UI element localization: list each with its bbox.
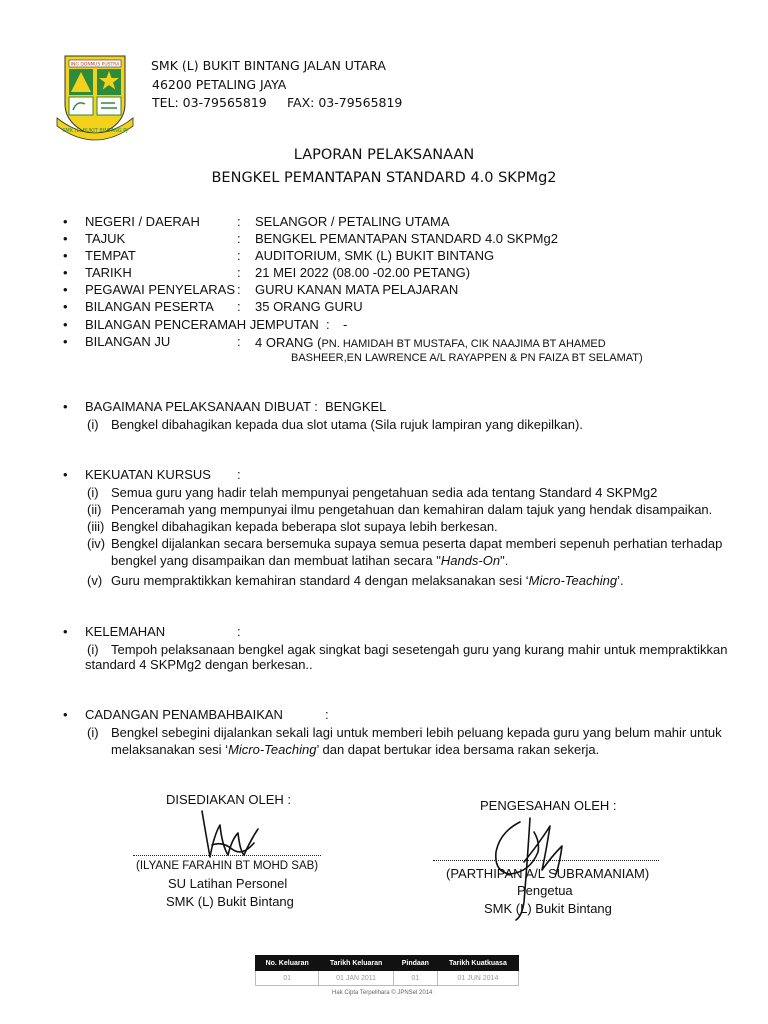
col-header: No. Keluaran	[256, 956, 319, 971]
info-value: 21 MEI 2022 (08.00 -02.00 PETANG)	[255, 265, 471, 280]
info-sep: :	[326, 317, 330, 332]
info-sep: :	[237, 299, 241, 314]
item-text: Bengkel dibahagikan kepada dua slot utama (Sila rujuk lampiran yang dikepilkan).	[111, 417, 583, 432]
section-value: BENGKEL	[325, 399, 387, 414]
section-heading: • BAGAIMANA PELAKSANAAN DIBUAT :	[85, 399, 318, 414]
item-text-part: Guru mempraktikkan kemahiran standard 4 dengan melaksanakan sesi ‘	[111, 573, 529, 588]
copyright-note: Hak Cipta Terpelihara © JPNSel 2014	[332, 990, 433, 996]
approver-name: (PARTHIPAN A/L SUBRAMANIAM)	[446, 866, 650, 881]
school-fax: FAX: 03-79565819	[287, 95, 403, 110]
info-label: • TAJUK	[85, 231, 125, 246]
item-num: (v)	[87, 573, 103, 588]
report-title: LAPORAN PELAKSANAAN	[293, 147, 475, 163]
approver-role: Pengetua	[517, 883, 573, 898]
item-text: Semua guru yang hadir telah mempunyai pengetahuan sedia ada tentang Standard 4 SKPMg2	[111, 485, 658, 500]
col-header: Tarikh Kuatkuasa	[437, 956, 518, 971]
info-label: • BILANGAN JU	[85, 334, 170, 349]
ju-count: 4 ORANG (	[255, 335, 322, 350]
signature-line-left	[133, 855, 321, 856]
item-text-italic: Hands-On	[440, 553, 501, 568]
item-num: (ii)	[87, 502, 102, 517]
item-text-cont	[111, 553, 508, 568]
school-logo	[55, 52, 135, 144]
item-num: (i)	[87, 642, 99, 657]
info-value	[255, 334, 606, 352]
item-text: Penceramah yang mempunyai ilmu pengetahuan dan kemahiran dalam tajuk yang hendak disampaikan.	[111, 502, 713, 517]
item-text-italic: Micro-Teaching	[528, 573, 618, 588]
table-header-row	[256, 956, 519, 971]
item-text-part: melaksanakan sesi ‘	[111, 742, 229, 757]
ju-names-cont: BASHEER,EN LAWRENCE A/L RAYAPPEN & PN FAIZA BT SELAMAT)	[291, 352, 643, 364]
approver-org: SMK (L) Bukit Bintang	[484, 901, 612, 916]
item-text	[111, 573, 624, 588]
logo-scroll-text: SMK (L) BUKIT BINTANG PJ	[62, 128, 128, 134]
info-sep: :	[237, 282, 241, 297]
item-text-part: ’.	[617, 573, 624, 588]
item-num: (i)	[87, 485, 99, 500]
item-text-italic: Micro-Teaching	[228, 742, 317, 757]
school-tel: TEL: 03-79565819	[152, 95, 267, 110]
info-sep: :	[237, 265, 241, 280]
item-text: Bengkel sebegini dijalankan sekali lagi untuk memberi lebih peluang kepada guru yang belum mahir untuk	[111, 725, 722, 740]
ju-names: PN. HAMIDAH BT MUSTAFA, CIK NAAJIMA BT AHAMED	[321, 338, 606, 350]
table-row	[256, 971, 519, 986]
info-sep: :	[237, 231, 241, 246]
section-colon: :	[325, 707, 329, 722]
info-label: • BILANGAN PENCERAMAH JEMPUTAN	[85, 317, 319, 332]
approved-by-label: PENGESAHAN OLEH :	[480, 798, 617, 813]
item-num: (iv)	[87, 536, 106, 551]
info-value: -	[343, 317, 348, 332]
item-num: (i)	[87, 417, 99, 432]
info-label: • PEGAWAI PENYELARAS	[85, 282, 235, 297]
info-value: BENGKEL PEMANTAPAN STANDARD 4.0 SKPMg2	[255, 231, 558, 246]
info-sep: :	[237, 214, 241, 229]
item-text: Tempoh pelaksanaan bengkel agak singkat bagi sesetengah guru yang kurang mahir untuk mempraktikkan	[111, 642, 728, 657]
signature-line-right	[433, 860, 659, 861]
item-text-cont	[111, 742, 599, 757]
section-heading: • CADANGAN PENAMBAHBAIKAN	[85, 707, 283, 722]
info-value: 35 ORANG GURU	[255, 299, 363, 314]
info-value: GURU KANAN MATA PELAJARAN	[255, 282, 459, 297]
logo-ribbon-text: ING DONNUS PUSTRA	[70, 62, 120, 68]
table-cell: 01	[256, 971, 319, 986]
section-heading: • KEKUATAN KURSUS	[85, 467, 211, 482]
preparer-name: (ILYANE FARAHIN BT MOHD SAB)	[136, 860, 319, 872]
info-sep: :	[237, 248, 241, 263]
section-heading: • KELEMAHAN	[85, 624, 165, 639]
table-cell: 01 JUN 2014	[437, 971, 518, 986]
school-address: 46200 PETALING JAYA	[152, 77, 287, 92]
info-sep: :	[237, 334, 241, 349]
item-text-part: ".	[500, 553, 509, 568]
col-header: Pindaan	[393, 956, 437, 971]
table-cell: 01	[393, 971, 437, 986]
item-num: (iii)	[87, 519, 105, 534]
preparer-role: SU Latihan Personel	[168, 876, 288, 891]
item-text-part: ’ dan dapat bertukar idea bersama rakan sekerja.	[316, 742, 600, 757]
preparer-org: SMK (L) Bukit Bintang	[166, 894, 294, 909]
info-label: • BILANGAN PESERTA	[85, 299, 214, 314]
info-value: SELANGOR / PETALING UTAMA	[255, 214, 450, 229]
item-text-cont: standard 4 SKPMg2 dengan berkesan..	[85, 657, 313, 672]
item-text: Bengkel dijalankan secara bersemuka supaya semua peserta dapat memberi sepenuh perhatian terhadap	[111, 536, 723, 551]
info-label: • NEGERI / DAERAH	[85, 214, 200, 229]
col-header: Tarikh Keluaran	[319, 956, 394, 971]
table-cell: 01 JAN 2011	[319, 971, 394, 986]
document-control-table	[255, 955, 519, 986]
info-value: AUDITORIUM, SMK (L) BUKIT BINTANG	[255, 248, 495, 263]
school-name: SMK (L) BUKIT BINTANG JALAN UTARA	[151, 58, 386, 73]
info-label: • TARIKH	[85, 265, 132, 280]
info-label: • TEMPAT	[85, 248, 136, 263]
item-text-part: bengkel yang disampaikan dan membuat latihan secara "	[111, 553, 441, 568]
item-text: Bengkel dibahagikan kepada beberapa slot supaya lebih berkesan.	[111, 519, 498, 534]
prepared-by-label: DISEDIAKAN OLEH :	[166, 792, 291, 807]
section-colon: :	[237, 624, 241, 639]
item-num: (i)	[87, 725, 99, 740]
report-subtitle: BENGKEL PEMANTAPAN STANDARD 4.0 SKPMg2	[211, 170, 557, 186]
section-colon: :	[237, 467, 241, 482]
